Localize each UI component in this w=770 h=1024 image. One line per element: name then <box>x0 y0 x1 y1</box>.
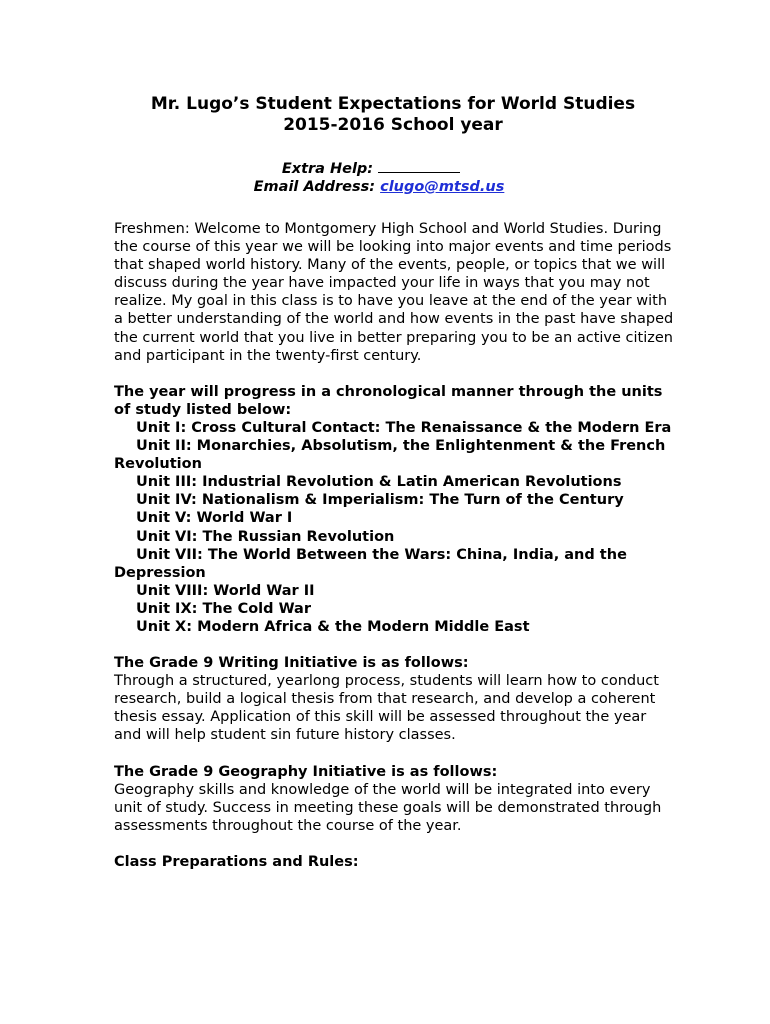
unit-item: Unit IV: Nationalism & Imperialism: The Turn of the Century <box>136 492 624 509</box>
extra-help-label: Extra Help: <box>281 161 374 177</box>
unit-item: Unit V: World War I <box>136 510 293 527</box>
unit-item: Unit VI: The Russian Revolution <box>136 528 395 545</box>
title-line-2: 2015-2016 School year <box>283 115 503 135</box>
units-list <box>114 419 674 636</box>
unit-item: Unit IX: The Cold War <box>136 600 311 617</box>
unit-item: Unit X: Modern Africa & the Modern Middle East <box>136 618 530 635</box>
unit-item: Unit VII: The World Between the Wars: China, India, and the Depression <box>114 546 627 581</box>
geography-initiative-section <box>114 763 674 835</box>
extra-help-blank <box>378 160 460 173</box>
units-section <box>114 383 674 636</box>
class-prep-section <box>114 853 674 871</box>
page-title <box>112 94 674 136</box>
unit-item: Unit III: Industrial Revolution & Latin American Revolutions <box>136 474 622 491</box>
unit-item: Unit VIII: World War II <box>136 582 315 599</box>
contact-info <box>114 160 674 196</box>
geography-initiative-heading: The Grade 9 Geography Initiative is as follows: <box>114 763 498 780</box>
writing-initiative-text: Through a structured, yearlong process, students will learn how to conduct research, build a logical thesis from that research, and develop a coherent thesis essay. Application of this skill will be assessed throughout the year and will help student sin future history classes. <box>114 673 659 744</box>
intro-paragraph: Freshmen: Welcome to Montgomery High School and World Studies. During the course of this year we will be looking into major events and time periods that shaped world history. Many of the events, people, or topics that we will discuss during the year have impacted your life in ways that you may not realize. My goal in this class is to have you leave at the end of the year with a better understanding of the world and how events in the past have shaped the current world that you live in better preparing you to be an active citizen and participant in the twenty-first century. <box>114 221 674 364</box>
unit-item: Unit I: Cross Cultural Contact: The Renaissance & the Modern Era <box>136 419 672 436</box>
extra-help-line <box>68 160 674 178</box>
email-label: Email Address: <box>253 179 376 195</box>
title-line-1: Mr. Lugo’s Student Expectations for World Studies <box>150 94 636 114</box>
email-line <box>84 178 674 196</box>
email-link[interactable]: clugo@mtsd.us <box>380 179 505 195</box>
class-prep-heading: Class Preparations and Rules: <box>114 853 359 870</box>
geography-initiative-text: Geography skills and knowledge of the world will be integrated into every unit of study. Success in meeting these goals will be demonstrated through assessments throughout the course of the year. <box>114 781 662 834</box>
writing-initiative-heading: The Grade 9 Writing Initiative is as follows: <box>114 655 469 672</box>
document-page <box>114 94 674 871</box>
unit-item: Unit II: Monarchies, Absolutism, the Enlightenment & the French Revolution <box>114 438 666 473</box>
writing-initiative-section <box>114 654 674 744</box>
units-heading: The year will progress in a chronological manner through the units of study listed below: <box>114 383 663 418</box>
